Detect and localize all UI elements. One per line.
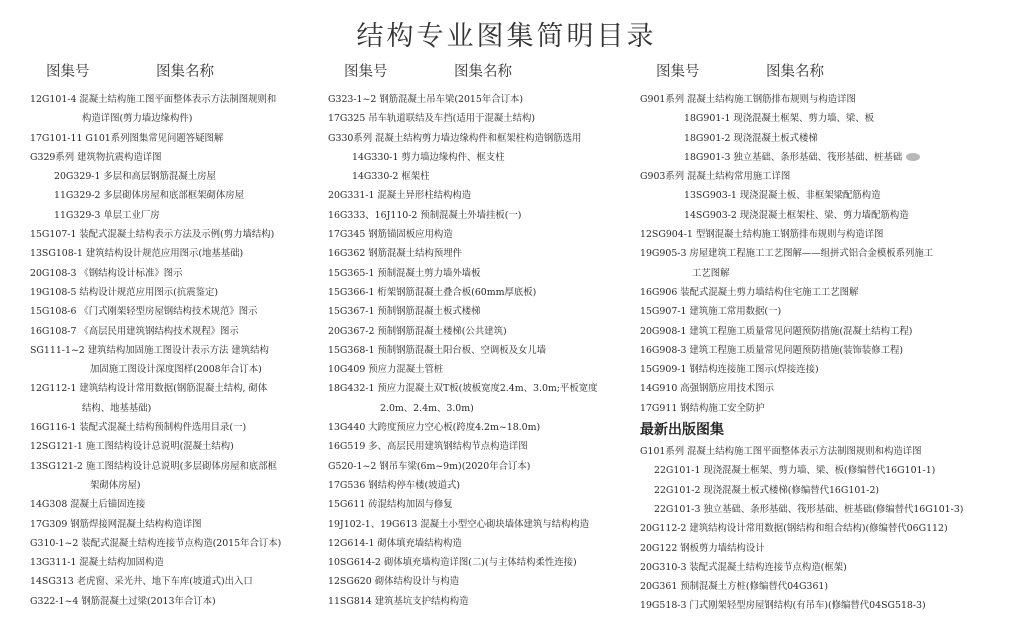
list-item: 13SG108-1 建筑结构设计规范应用图示(地基基础) bbox=[30, 248, 244, 260]
list-item: 17G345 钢筋锚固板应用构造 bbox=[328, 229, 453, 241]
list-item: 14SG313 老虎窗、采光井、地下车库(坡道式)出入口 bbox=[30, 576, 253, 588]
list-item: 15G367-1 预制钢筋混凝土板式楼梯 bbox=[328, 306, 481, 318]
list-item: 20G122 钢板剪力墙结构设计 bbox=[640, 542, 765, 554]
column-header bbox=[640, 60, 1005, 86]
page-title: 结构专业图集简明目录 bbox=[356, 21, 657, 52]
list-item: 18G432-1 预应力混凝土双T板(坡板宽度2.4m、3.0m;平板宽度 2.0m、2.4m、3.0m) bbox=[328, 383, 598, 414]
list-item: 12SG121-1 施工图结构设计总说明(混凝土结构) bbox=[30, 441, 234, 453]
list-item: 20G112-2 建筑结构设计常用数据(钢结构和组合结构)(修编替代06G112) bbox=[640, 523, 948, 535]
list-item: G330系列 混凝土结构剪力墙边缘构件和框架柱构造钢筋选用 bbox=[328, 132, 582, 144]
list-item: 18G901-1 现浇混凝土框架、剪力墙、梁、板 bbox=[684, 113, 875, 125]
list-item: 15G365-1 预制混凝土剪力墙外墙板 bbox=[328, 267, 481, 279]
list-item: 16G362 钢筋混凝土结构预埋件 bbox=[328, 248, 463, 260]
list-item: 12SG904-1 型钢混凝土结构施工钢筋排布规则与构造详图 bbox=[640, 229, 884, 241]
list-item: 18G901-3 独立基础、条形基础、筏形基础、桩基础 bbox=[640, 148, 1005, 167]
list-item: 22G101-3 独立基础、条形基础、筏形基础、桩基础(修编替代16G101-3) bbox=[654, 503, 964, 515]
list-item: 16G333、16J110-2 预制混凝土外墙挂板(一) bbox=[328, 209, 522, 221]
list-item: 12G101-4 混凝土结构施工图平面整体表示方法制图规则和 构造详图(剪力墙边缘构件) bbox=[30, 94, 277, 125]
header-name: 图集名称 bbox=[766, 64, 824, 80]
atlas-column-1 bbox=[30, 60, 330, 607]
list-item: 10G409 预应力混凝土管桩 bbox=[328, 364, 444, 376]
list-item: 19G518-3 门式刚架轻型房屋钢结构(有吊车)(修编替代04SG518-3) bbox=[640, 600, 926, 612]
list-item: 20G361 预制混凝土方桩(修编替代04G361) bbox=[640, 581, 829, 593]
list-item: 16G108-7 《高层民用建筑钢结构技术规程》图示 bbox=[30, 325, 239, 337]
list-item: 14SG903-2 现浇混凝土框架柱、梁、剪力墙配筋构造 bbox=[684, 209, 909, 221]
list-item: 15G909-1 钢结构连接施工图示(焊接连接) bbox=[640, 364, 819, 376]
list-item: 14G330-1 剪力墙边缘构件、框支柱 bbox=[352, 151, 505, 163]
list-item: 13G440 大跨度预应力空心板(跨度4.2m~18.0m) bbox=[328, 422, 541, 434]
list-item: G520-1~2 钢吊车梁(6m~9m)(2020年合订本) bbox=[328, 460, 531, 472]
list-item: 17G325 吊车轨道联结及车挡(适用于混凝土结构) bbox=[328, 113, 535, 125]
list-item: 11G329-3 单层工业厂房 bbox=[54, 209, 160, 221]
list-item: 11SG814 建筑基坑支护结构构造 bbox=[328, 595, 469, 607]
list-item: 22G101-1 现浇混凝土框架、剪力墙、梁、板(修编替代16G101-1) bbox=[654, 465, 936, 477]
list-item: 12SG620 砌体结构设计与构造 bbox=[328, 576, 460, 588]
list-item: 15G907-1 建筑施工常用数据(一) bbox=[640, 306, 782, 318]
list-item: 13G311-1 混凝土结构加固构造 bbox=[30, 557, 164, 569]
list-item: 18G901-2 现浇混凝土板式楼梯 bbox=[684, 132, 818, 144]
list-item: 20G329-1 多层和高层钢筋混凝土房屋 bbox=[54, 171, 216, 183]
list-item: G901系列 混凝土结构施工钢筋排布规则与构造详图 bbox=[640, 94, 856, 105]
atlas-list bbox=[640, 90, 1005, 616]
list-item: 20G908-1 建筑工程施工质量常见问题预防措施(混凝土结构工程) bbox=[640, 325, 913, 337]
ink-smudge bbox=[906, 153, 920, 161]
list-item: 15G611 砖混结构加固与修复 bbox=[328, 499, 453, 511]
list-item: 20G310-3 装配式混凝土结构连接节点构造(框架) bbox=[640, 561, 847, 573]
list-item: 19G905-3 房屋建筑工程施工工艺图解——组拼式铝合金模板系列施工 工艺图解 bbox=[640, 248, 934, 279]
list-item: 15G366-1 桁架钢筋混凝土叠合板(60mm厚底板) bbox=[328, 286, 537, 298]
new-publications-heading: 最新出版图集 bbox=[640, 422, 724, 439]
header-code: 图集号 bbox=[656, 64, 700, 80]
header-code: 图集号 bbox=[344, 64, 388, 80]
list-item: 20G331-1 混凝土异形柱结构构造 bbox=[328, 190, 472, 202]
list-item: 13SG903-1 现浇混凝土板、非框架梁配筋构造 bbox=[684, 190, 881, 202]
column-header bbox=[30, 60, 330, 86]
list-item: 20G108-3 《钢结构设计标准》图示 bbox=[30, 267, 183, 279]
list-item: 16G906 装配式混凝土剪力墙结构住宅施工工艺图解 bbox=[640, 286, 859, 298]
list-item: 16G519 多、高层民用建筑钢结构节点构造详图 bbox=[328, 441, 528, 453]
atlas-list bbox=[328, 90, 628, 611]
list-item: 14G330-2 框架柱 bbox=[352, 171, 430, 183]
header-name: 图集名称 bbox=[454, 64, 512, 80]
list-item: 15G108-6 《门式刚架轻型房屋钢结构技术规范》图示 bbox=[30, 306, 258, 318]
list-item: 12G614-1 砌体填充墙结构构造 bbox=[328, 537, 462, 549]
header-name: 图集名称 bbox=[156, 64, 214, 80]
list-item: 14G308 混凝土后锚固连接 bbox=[30, 499, 146, 511]
list-item: 11G329-2 多层砌体房屋和底部框架砌体房屋 bbox=[54, 190, 245, 202]
list-item: G329系列 建筑物抗震构造详图 bbox=[30, 151, 162, 163]
list-item: 12G112-1 建筑结构设计常用数据(钢筋混凝土结构, 砌体 结构、地基基础) bbox=[30, 383, 268, 414]
list-item: 19J102-1、19G613 混凝土小型空心砌块墙体建筑与结构构造 bbox=[328, 518, 590, 530]
list-item: 19G108-5 结构设计规范应用图示(抗震鉴定) bbox=[30, 286, 218, 298]
list-item: 17G911 钢结构施工安全防护 bbox=[640, 402, 765, 414]
list-item: SG111-1~2 建筑结构加固施工图设计表示方法 建筑结构 加固施工图设计深度图样(2008年合订本) bbox=[30, 344, 269, 376]
list-item: 20G367-2 预制钢筋混凝土楼梯(公共建筑) bbox=[328, 325, 507, 337]
list-item: 14G910 高强钢筋应用技术图示 bbox=[640, 383, 775, 395]
list-item: 17G101-11 G101系列图集常见问题答疑图解 bbox=[30, 132, 224, 144]
atlas-column-3 bbox=[640, 60, 1005, 612]
list-item: 16G116-1 装配式混凝土结构预制构件选用目录(一) bbox=[30, 422, 247, 434]
list-item: G903系列 混凝土结构常用施工详图 bbox=[640, 171, 791, 183]
list-item: 22G101-2 现浇混凝土板式楼梯(修编替代16G101-2) bbox=[654, 484, 880, 496]
list-item: 10SG614-2 砌体填充墙构造详图(二)(与主体结构柔性连接) bbox=[328, 557, 577, 569]
list-item: 16G908-3 建筑工程施工质量常见问题预防措施(装饰装修工程) bbox=[640, 344, 903, 356]
list-item: G101系列 混凝土结构施工图平面整体表示方法制图规则和构造详图 bbox=[640, 446, 922, 458]
header-code: 图集号 bbox=[46, 64, 90, 80]
list-item: G323-1~2 钢筋混凝土吊车梁(2015年合订本) bbox=[328, 94, 523, 105]
list-item: 15G107-1 装配式混凝土结构表示方法及示例(剪力墙结构) bbox=[30, 229, 275, 241]
list-item: 17G536 钢结构停车楼(坡道式) bbox=[328, 479, 460, 491]
list-item: 17G309 钢筋焊接网混凝土结构构造详图 bbox=[30, 518, 202, 530]
list-item: 15G368-1 预制钢筋混凝土阳台板、空调板及女儿墙 bbox=[328, 344, 547, 356]
atlas-list bbox=[30, 90, 330, 611]
column-header bbox=[328, 60, 628, 86]
atlas-column-2 bbox=[328, 60, 628, 607]
list-item: 13SG121-2 施工图结构设计总说明(多层砌体房屋和底部框 架砌体房屋) bbox=[30, 460, 278, 491]
list-item: G310-1~2 装配式混凝土结构连接节点构造(2015年合订本) bbox=[30, 537, 282, 549]
list-item: G322-1~4 钢筋混凝土过梁(2013年合订本) bbox=[30, 595, 216, 607]
